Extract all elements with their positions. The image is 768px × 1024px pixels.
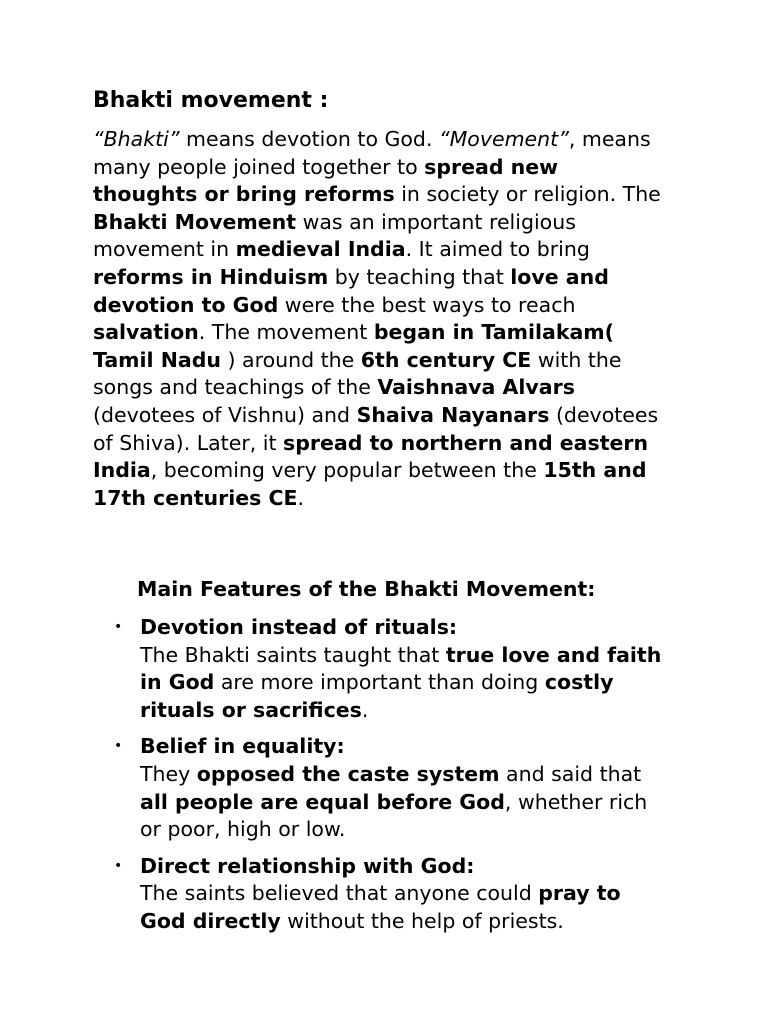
text-span: in society or religion. The bbox=[394, 182, 661, 207]
feature-item bbox=[0, 853, 670, 936]
feature-description bbox=[140, 643, 661, 722]
text-span: They bbox=[140, 761, 197, 786]
feature-title: Belief in equality: bbox=[140, 734, 345, 759]
intro-paragraph bbox=[93, 126, 668, 512]
text-span: and said that bbox=[499, 761, 642, 786]
italic-text: “Movement” bbox=[438, 127, 569, 151]
bold-text: salvation bbox=[93, 320, 199, 345]
bold-text: 6th century CE bbox=[360, 347, 532, 372]
bullet-icon: • bbox=[114, 857, 123, 874]
text-span: without the help of priests. bbox=[280, 908, 564, 933]
feature-title: Direct relationship with God: bbox=[140, 853, 475, 878]
text-span: The saints believed that anyone could bbox=[140, 881, 539, 906]
text-span: The Bhakti saints taught that bbox=[140, 642, 446, 667]
bold-text: reforms in Hinduism bbox=[93, 264, 329, 289]
text-span: (devotees of Vishnu) and bbox=[93, 402, 357, 427]
text-span: are more important than doing bbox=[214, 670, 545, 695]
bold-text: Bhakti Movement bbox=[93, 209, 297, 234]
text-span: . bbox=[361, 697, 369, 722]
bold-text: medieval India bbox=[235, 237, 406, 262]
page-title: Bhakti movement : bbox=[93, 88, 329, 113]
feature-title: Devotion instead of rituals: bbox=[140, 615, 458, 639]
text-span: , becoming very popular between the bbox=[150, 458, 544, 483]
features-heading: Main Features of the Bhakti Movement: bbox=[137, 577, 596, 601]
bold-text: true love and faith in God bbox=[140, 642, 662, 695]
text-span: , whether rich or poor, high or low. bbox=[140, 789, 648, 842]
feature-item bbox=[0, 733, 670, 843]
bullet-icon: • bbox=[114, 738, 123, 755]
bold-text: 15th and 17th centuries CE bbox=[93, 458, 647, 510]
text-span: by teaching that bbox=[328, 264, 511, 289]
bold-text: Shaiva Nayanars bbox=[356, 402, 550, 427]
feature-description bbox=[140, 881, 621, 933]
bold-text: spread new thoughts or bring reforms bbox=[93, 154, 559, 207]
bullet-icon: • bbox=[114, 619, 123, 635]
feature-item bbox=[0, 614, 670, 724]
text-span: with the songs and teachings of the bbox=[93, 347, 622, 400]
text-span: means devotion to God. bbox=[179, 127, 439, 151]
text-span: . It aimed to bring bbox=[405, 237, 590, 262]
bold-text: pray to God directly bbox=[140, 881, 621, 933]
text-span: (devotees of Shiva). Later, it bbox=[93, 402, 659, 455]
italic-text: “Bhakti” bbox=[93, 127, 180, 151]
text-span: . bbox=[297, 485, 305, 510]
bold-text: opposed the caste system bbox=[196, 761, 500, 786]
bold-text: all people are equal before God bbox=[140, 789, 505, 814]
text-span: ) around the bbox=[221, 347, 361, 372]
bold-text: love and devotion to God bbox=[93, 264, 609, 317]
bold-text: began in Tamilakam( Tamil Nadu bbox=[93, 320, 615, 372]
feature-description bbox=[140, 762, 647, 841]
feature-list bbox=[0, 614, 670, 945]
text-span: were the best ways to reach bbox=[278, 292, 576, 317]
text-span: . The movement bbox=[198, 320, 374, 345]
bold-text: spread to northern and eastern India bbox=[93, 430, 649, 483]
bold-text: costly rituals or sacrifices bbox=[140, 670, 614, 722]
text-span: was an important religious movement in bbox=[93, 209, 576, 262]
text-span: , means many people joined together to bbox=[93, 127, 651, 179]
bold-text: Vaishnava Alvars bbox=[377, 375, 575, 400]
